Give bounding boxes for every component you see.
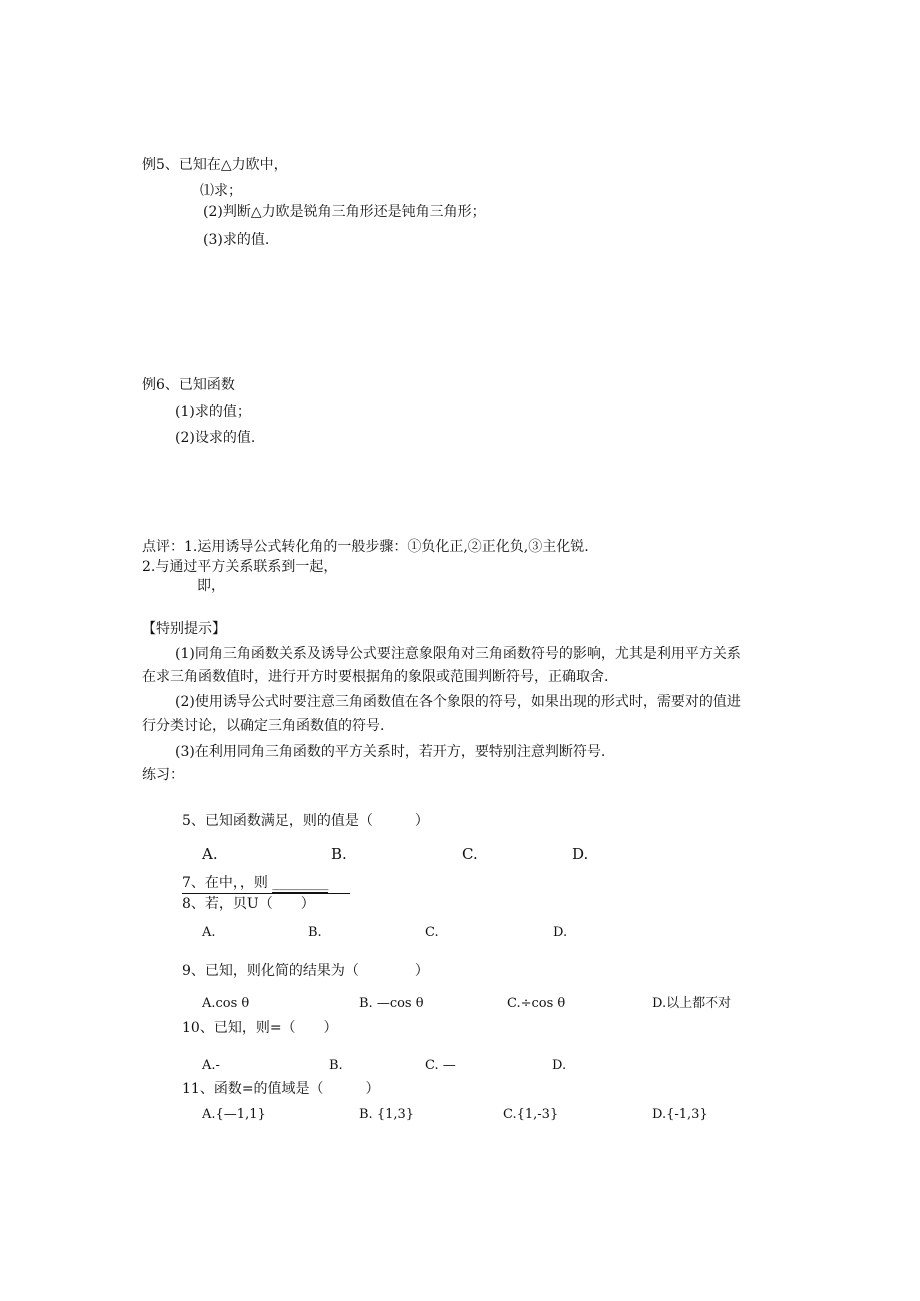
tips-p2-line1: (2)使用诱导公式时要注意三角函数值在各个象限的符号，如果出现的形式时，需要对的值进 bbox=[175, 694, 741, 710]
q10-option-c: C. — bbox=[425, 1058, 456, 1073]
q8-stem: 8、若，贝U（ ） bbox=[182, 896, 315, 912]
q9-option-a: A.cos θ bbox=[202, 996, 250, 1011]
q5-stem: 5、已知函数满足，则的值是（ ） bbox=[182, 813, 429, 829]
q9-option-d: D.以上都不对 bbox=[652, 996, 732, 1011]
comment-line2: 2.与通过平方关系联系到一起， bbox=[142, 559, 338, 575]
q5-option-b: B. bbox=[331, 845, 347, 863]
comment-line1: 点评：1.运用诱导公式转化角的一般步骤：①负化正,②正化负,③主化锐. bbox=[142, 539, 589, 555]
q7-answer-blank: ________ bbox=[272, 875, 329, 891]
q8-option-c: C. bbox=[425, 925, 439, 940]
q5-option-a: A. bbox=[202, 845, 218, 863]
q8-option-a: A. bbox=[202, 925, 216, 940]
example5-part2: (2)判断△力欧是锐角三角形还是钝角三角形； bbox=[203, 204, 486, 220]
q5-option-d: D. bbox=[572, 845, 589, 863]
q10-option-d: D. bbox=[552, 1058, 567, 1073]
q7-underline-rule bbox=[182, 893, 350, 894]
q10-stem: 10、已知，则=（ ） bbox=[182, 1020, 338, 1036]
q10-option-a: A.- bbox=[202, 1058, 220, 1073]
q11-option-a: A.{—1,1} bbox=[202, 1107, 266, 1122]
example5-part1: ⑴求； bbox=[200, 183, 242, 199]
tips-heading: 【特别提示】 bbox=[142, 621, 226, 637]
tips-p1-line1: (1)同角三角函数关系及诱导公式要注意象限角对三角函数符号的影响，尤其是利用平方关系 bbox=[175, 646, 741, 662]
comment-line3: 即， bbox=[197, 578, 225, 594]
q11-option-c: C.{1,-3} bbox=[503, 1107, 559, 1122]
q9-option-c: C.÷cos θ bbox=[507, 996, 566, 1011]
q11-stem: 11、函数=的值域是（ ） bbox=[182, 1081, 380, 1097]
q7-line bbox=[182, 874, 328, 893]
q5-option-c: C. bbox=[462, 845, 478, 863]
q7-stem: 7、在中，，则 bbox=[182, 875, 268, 891]
example5-title: 例5、已知在△力欧中， bbox=[142, 157, 288, 173]
example6-title: 例6、已知函数 bbox=[142, 377, 235, 393]
q11-option-b: B. {1,3} bbox=[359, 1107, 415, 1122]
q9-option-b: B. —cos θ bbox=[359, 996, 424, 1011]
practice-label: 练习： bbox=[142, 767, 184, 783]
q8-option-b: B. bbox=[308, 925, 322, 940]
tips-p2-line2: 行分类讨论，以确定三角函数值的符号. bbox=[142, 718, 385, 734]
example5-part3: (3)求的值. bbox=[203, 232, 270, 248]
tips-p1-line2: 在求三角函数值时，进行开方时要根据角的象限或范围判断符号，正确取舍. bbox=[142, 669, 609, 685]
q8-option-d: D. bbox=[553, 925, 568, 940]
tips-p3: (3)在利用同角三角函数的平方关系时，若开方，要特别注意判断符号. bbox=[175, 744, 606, 760]
q9-stem: 9、已知，则化简的结果为（ ） bbox=[182, 963, 429, 979]
q11-option-d: D.{-1,3} bbox=[652, 1107, 708, 1122]
q10-option-b: B. bbox=[329, 1058, 343, 1073]
example6-part2: (2)设求的值. bbox=[175, 430, 256, 446]
example6-part1: (1)求的值； bbox=[175, 404, 251, 420]
